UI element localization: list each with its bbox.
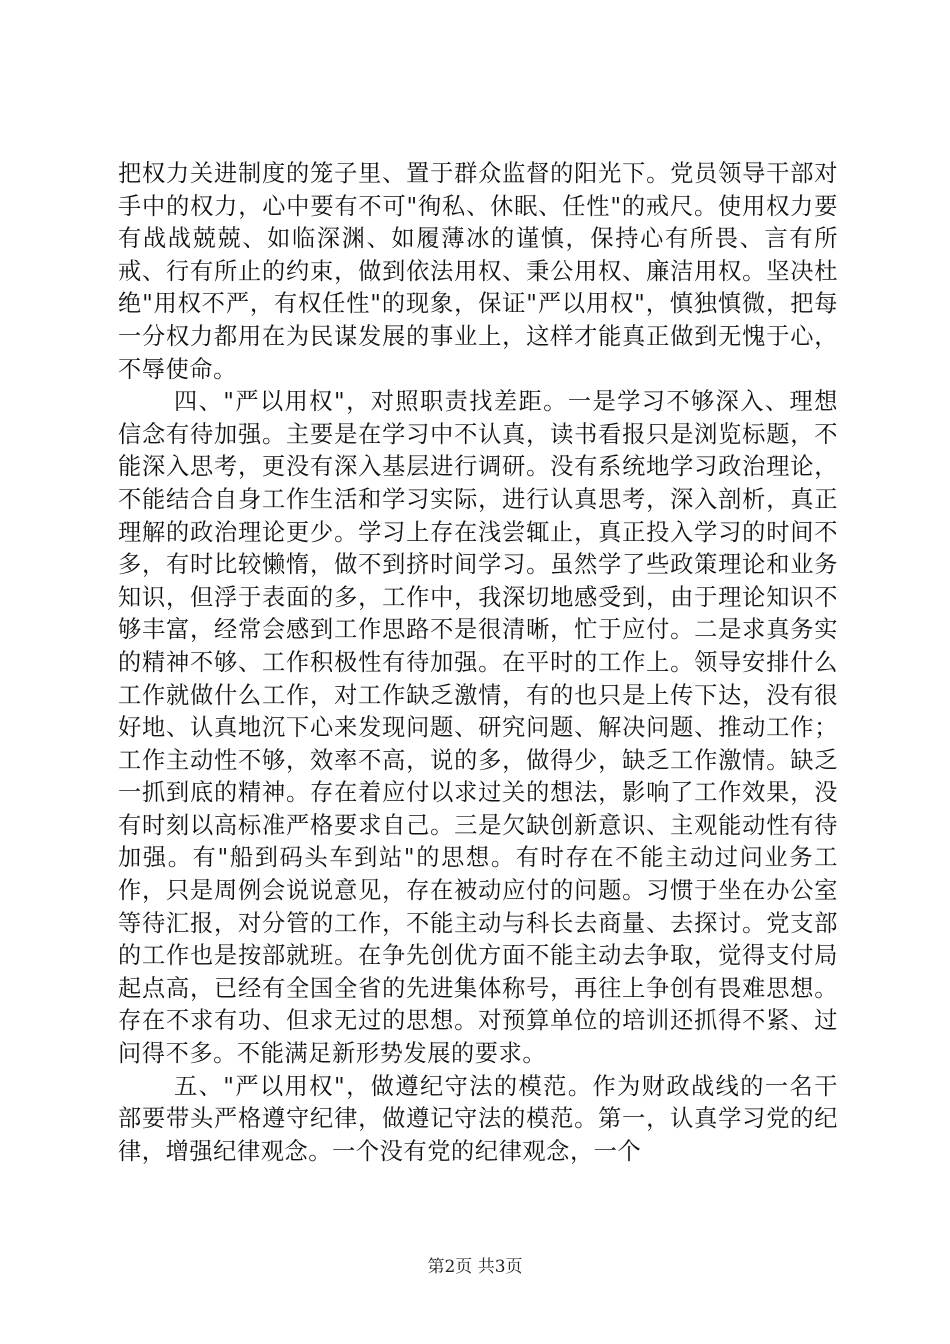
document-body: [118, 158, 838, 1168]
paragraph-3: 五、"严以用权"，做遵纪守法的模范。作为财政战线的一名干部要带头严格遵守纪律，做遵记守法的模范。第一，认真学习党的纪律，增强纪律观念。一个没有党的纪律观念，一个: [118, 1072, 838, 1165]
paragraph-1: 把权力关进制度的笼子里、置于群众监督的阳光下。党员领导干部对手中的权力，心中要有不可"徇私、休眠、任性"的戒尺。使用权力要有战战兢兢、如临深渊、如履薄冰的谨慎，保持心有所畏、言有所戒、行有所止的约束，做到依法用权、秉公用权、廉洁用权。坚决杜绝"用权不严，有权任性"的现象，保证"严以用权"，慎独慎微，把每一分权力都用在为民谋发展的事业上，这样才能真正做到无愧于心，不辱使命。: [118, 160, 838, 383]
page-footer: 第2页 共3页: [427, 1257, 523, 1277]
paragraph-2: 四、"严以用权"，对照职责找差距。一是学习不够深入、理想信念有待加强。主要是在学习中不认真，读书看报只是浏览标题，不能深入思考，更没有深入基层进行调研。没有系统地学习政治理论，不能结合自身工作生活和学习实际，进行认真思考，深入剖析，真正理解的政治理论更少。学习上存在浅尝辄止，真正投入学习的时间不多，有时比较懒惰，做不到挤时间学习。虽然学了些政策理论和业务知识，但浮于表面的多，工作中，我深切地感受到，由于理论知识不够丰富，经常会感到工作思路不是很清晰，忙于应付。二是求真务实的精神不够、工作积极性有待加强。在平时的工作上。领导安排什么工作就做什么工作，对工作缺乏激情，有的也只是上传下达，没有很好地、认真地沉下心来发现问题、研究问题、解决问题、推动工作；工作主动性不够，效率不高，说的多，做得少，缺乏工作激情。缺乏一抓到底的精神。存在着应付以求过关的想法，影响了工作效果，没有时刻以高标准严格要求自己。三是欠缺创新意识、主观能动性有待加强。有"船到码头车到站"的思想。有时存在不能主动过问业务工作，只是周例会说说意见，存在被动应付的问题。习惯于坐在办公室等待汇报，对分管的工作，不能主动与科长去商量、去探讨。党支部的工作也是按部就班。在争先创优方面不能主动去争取，觉得支付局起点高，已经有全国全省的先进集体称号，再往上争创有畏难思想。存在不求有功、但求无过的思想。对预算单位的培训还抓得不紧、过问得不多。不能满足新形势发展的要求。: [118, 388, 838, 1068]
